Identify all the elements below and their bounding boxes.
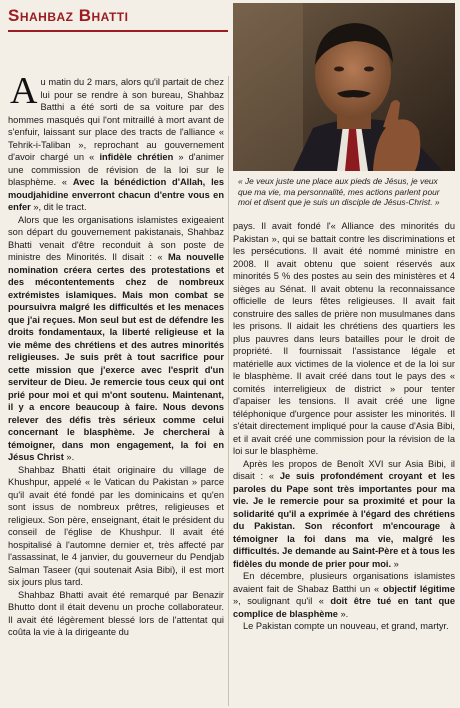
text-run: En décembre, plusieurs organisations islamistes avaient fait de Shabaz Batthi un « (233, 571, 455, 594)
text-run: » (391, 558, 399, 569)
text-run: » d'animer une commission de révision de la loi sur le blasphème. « (8, 152, 224, 187)
photo-caption: « Je veux juste une place aux pieds de Jésus, je veux que ma vie, ma personnalité, mes actions parlent pour moi et disent que je suis un disciple de Jésus-Christ. » (238, 176, 440, 208)
paragraph: Shahbaz Bhatti était originaire du village de Khushpur, appelé « le Vatican du Pakistan » parce qu'il avait été fondé par les dominicains et qu'en sont issus de nombreux prêtres, religieuses et religieux. Son père, enseignant, était le président du conseil de l'église de Khushpur. Il avait été hospitalisé à l'automne dernier et, très affecté par l'assassinat, le 4 janvier, du gouverneur du Pendjab Salman Taseer (qui soutenait Asia Bibi), il est mort six jours plus tard. (8, 464, 224, 587)
text-run: ». (337, 608, 349, 619)
text-run: Alors que les organisations islamistes exigeaient son départ du gouvernement pakistanais, Shahbaz Bhatti venait d'être reconduit à son poste de ministre des Minorités. Il disait : « (8, 214, 224, 262)
text-run: u matin du 2 mars, alors qu'il partait de chez lui pour se rendre à son bureau, Shahbaz Batthi a été sorti de sa voiture par des hommes masqués qui l'ont mitraillé à mort avant de s'enfuir, laissant sur place des tracts de l'alliance « Tehrik-i-Taliban », reprochant au gouvernement d'avoir chargé un « (8, 77, 224, 162)
text-run: ». (63, 452, 75, 462)
text-run: », dit le tract. (30, 202, 87, 212)
paragraph (233, 570, 455, 620)
text-run: », soulignant qu'il « (233, 596, 331, 606)
article-title: Shahbaz Bhatti (8, 6, 129, 25)
article-column-1 (8, 70, 224, 639)
bold-run: infidèle chrétien (99, 152, 174, 162)
paragraph (8, 214, 224, 464)
paragraph-lead (8, 70, 224, 214)
paragraph (233, 458, 455, 571)
column-divider (228, 76, 229, 706)
bold-run: Avec la bénédiction d'Allah, les moudjahidine enverront chacun d'entre vous en enfer (8, 177, 224, 212)
bold-run: objectif légitime (383, 583, 455, 594)
drop-cap: A (10, 70, 38, 112)
text-run: Après les propos de Benoît XVI sur Asia Bibi, il disait : « (233, 458, 455, 481)
bold-run: Ma nouvelle nomination créera certes des protestations et des mécontentements chez de nombreux extrémistes islamiques. Mais mon combat se poursuivra malgré les difficultés et les menaces que j'ai reçues. Mon seul but est de défendre les droits fondamentaux, la liberté religieuse et la vie même des chrétiens et des autres minorités religieuses. Je suis prêt à tout sacrifice pour cette mission que j'exerce avec l'esprit d'un serviteur de Dieu. Je remercie tous ceux qui ont prié pour moi et qui m'ont soutenu. Maintenant, il y a encore beaucoup à faire. Nous devons relever des défis très sérieux comme celui concernant le blasphème. Je chercherai à témoigner, dans mon engagement, la foi en Jésus Christ (8, 252, 224, 462)
paragraph: Le Pakistan compte un nouveau, et grand, martyr. (243, 621, 449, 631)
bold-run: Je suis profondément croyant et les paroles du Pape sont très importantes pour ma vie. Je le remercie pour sa proximité et pour la solidarité qu'il a exprimée à l'égard des chrétiens du Pakistan. Son réconfort m'encourage à témoigner la foi dans ma vie, malgré les difficultés. Je demande au Saint-Père et à tous les fidèles du monde de prier pour moi. (233, 471, 455, 569)
article-column-2 (233, 220, 455, 633)
paragraph: pays. Il avait fondé l'« Alliance des minorités du Pakistan », qui se battait contre les discriminations et les persécutions. Il avait été nommé ministre en 2008. Il avait obtenu que soient réservés aux minorités 5 % des postes au sein des ministères et 4 sièges au Sénat. Il avait obtenu la reconnaissance officielle de leurs fêtes religieuses. Il avait fait construire des salles de prière non musulmanes dans les prisons. Il aidait les chrétiens des quartiers les plus pauvres dans leurs batailles pour le droit de propriété. Il fournissait l'assistance légale et matérielle aux victimes de la violence et de la loi sur le blasphème. Il avait créé dans tout le pays des « comités interreligieux de district » pour tenter d'apaiser les tensions. Il avait créé une ligne téléphonique d'urgence pour assister les minorités. Il s'était directement impliqué pour la cause d'Asia Bibi, et il avait créé une commission pour la révision de la loi sur le blasphème. (233, 221, 455, 456)
portrait-photo (233, 3, 455, 171)
title-rule (8, 30, 228, 32)
paragraph: Shahbaz Bhatti avait été remarqué par Benazir Bhutto dont il était devenu un proche collaborateur. Il avait été légèrement blessé lors de l'attentat qui coûta la vie à la dirigeante du (8, 589, 224, 637)
bold-run: doit être tué en tant que complice de blasphème (233, 596, 455, 619)
portrait-illustration (233, 3, 455, 171)
